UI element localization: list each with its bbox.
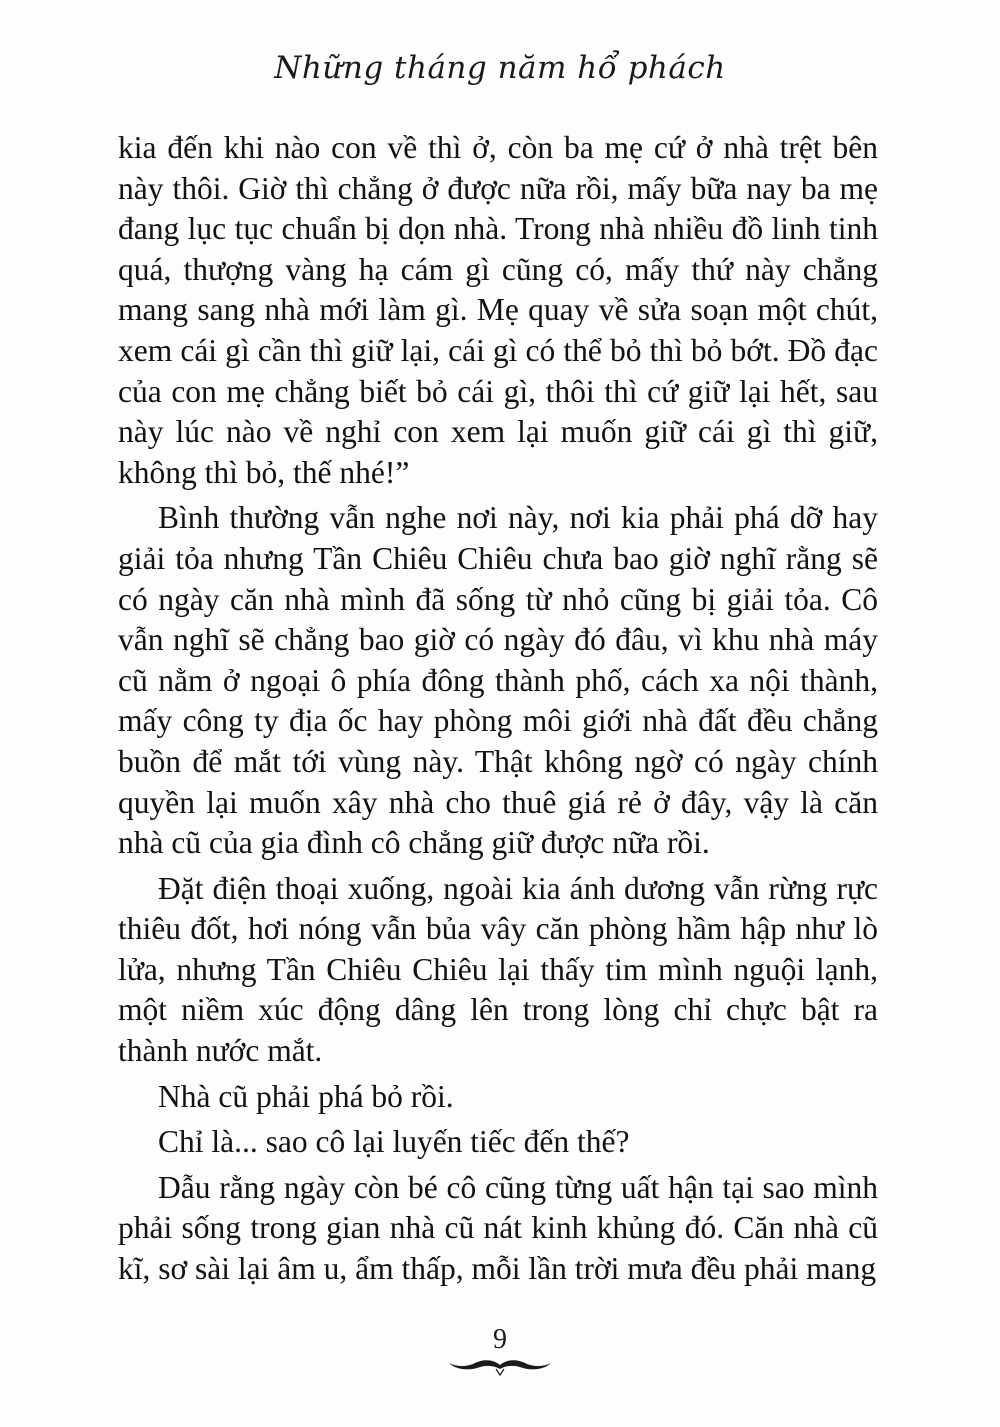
paragraph: Nhà cũ phải phá bỏ rồi.: [158, 1078, 454, 1114]
paragraph: Dẫu rằng ngày còn bé cô cũng từng uất hận tại sao mình phải sống trong gian nhà cũ nát kinh khủng đó. Căn nhà cũ kĩ, sơ sài lại âm u, ẩm thấp, mỗi lần trời mưa đều phải mang: [118, 1169, 878, 1287]
page-number: 9: [493, 1324, 507, 1355]
folio: [0, 1325, 1000, 1377]
paragraph: Chỉ là... sao cô lại luyến tiếc đến thế?: [158, 1124, 630, 1160]
body-text: [118, 128, 878, 1290]
running-head: Những tháng năm hổ phách: [274, 50, 726, 86]
flourish-ornament-icon: [445, 1355, 555, 1377]
paragraph: Đặt điện thoại xuống, ngoài kia ánh dương vẫn rừng rực thiêu đốt, hơi nóng vẫn bủa vây căn phòng hầm hập như lò lửa, nhưng Tần Chiêu Chiêu lại thấy tim mình nguội lạnh, một niềm xúc động dâng lên trong lòng chỉ chực bật ra thành nước mắt.: [118, 870, 878, 1069]
paragraph-continued: kia đến khi nào con về thì ở, còn ba mẹ cứ ở nhà trệt bên này thôi. Giờ thì chẳng ở được nữa rồi, mấy bữa nay ba mẹ đang lục tục chuẩn bị dọn nhà. Trong nhà nhiều đồ linh tinh quá, thượng vàng hạ cám gì cũng có, mấy thứ này chẳng mang sang nhà mới làm gì. Mẹ quay về sửa soạn một chút, xem cái gì cần thì giữ lại, cái gì có thể bỏ thì bỏ bớt. Đồ đạc của con mẹ chẳng biết bỏ cái gì, thôi thì cứ giữ lại hết, sau này lúc nào về nghỉ con xem lại muốn giữ cái gì thì giữ, không thì bỏ, thế nhé!”: [118, 130, 878, 490]
paragraph: Bình thường vẫn nghe nơi này, nơi kia phải phá dỡ hay giải tỏa nhưng Tần Chiêu Chiêu chưa bao giờ nghĩ rằng sẽ có ngày căn nhà mình đã sống từ nhỏ cũng bị giải tỏa. Cô vẫn nghĩ sẽ chẳng bao giờ có ngày đó đâu, vì khu nhà máy cũ nằm ở ngoại ô phía đông thành phố, cách xa nội thành, mấy công ty địa ốc hay phòng môi giới nhà đất đều chẳng buồn để mắt tới vùng này. Thật không ngờ có ngày chính quyền lại muốn xây nhà cho thuê giá rẻ ở đây, vậy là căn nhà cũ của gia đình cô chẳng giữ được nữa rồi.: [118, 500, 878, 861]
